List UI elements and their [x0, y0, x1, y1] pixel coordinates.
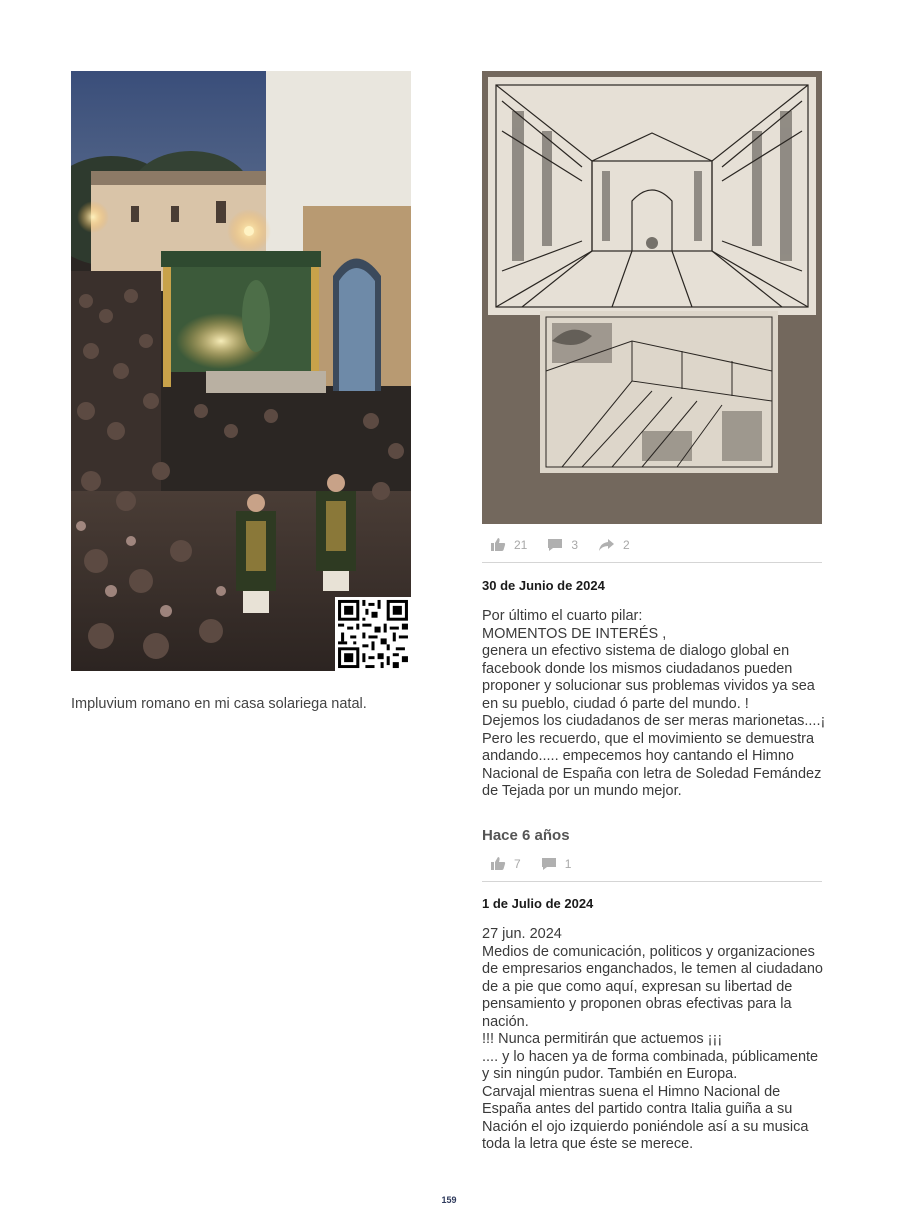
- procession-photo: [71, 71, 411, 671]
- image-caption: Impluvium romano en mi casa solariega natal.: [71, 696, 367, 712]
- post-date: 30 de Junio de 2024: [482, 578, 605, 593]
- divider: [482, 881, 822, 882]
- post-text: Por último el cuarto pilar: MOMENTOS DE INTERÉS , genera un efectivo sistema de dialogo global en facebook donde los mismos ciudadanos pueden proponer y solucionar sus problemas vividos ya sea en su pueblo, ciudad ó parte del mundo. ! Dejemos los ciudadanos de ser meras marionetas....¡ Pero les recuerdo, que el movimiento se demuestra andando..... empecemos hoy cantando el Himno Nacional de España con letra de Soledad Femández de Tejada por un mundo mejor.: [482, 608, 826, 799]
- comment-count: 1: [564, 856, 572, 871]
- like-group[interactable]: [490, 856, 521, 871]
- procession-illustration: [71, 71, 411, 671]
- comment-icon: [547, 538, 563, 552]
- divider: [482, 562, 822, 563]
- comment-icon: [541, 857, 557, 871]
- qr-code: [335, 597, 411, 671]
- like-count: 7: [514, 856, 521, 871]
- sketch-illustration: [482, 71, 822, 524]
- post-text: 27 jun. 2024 Medios de comunicación, politicos y organizaciones de empresarios enganchados, le temen al ciudadano de a pie que como aquí, expresan su libertad de pensamiento y proponen obras efectivas para la nación. !!! Nunca permitirán que actuemos ¡¡¡ .... y lo hacen ya de forma combinada, públicamente y sin ningún pudor. También en Europa. Carvajal mientras suena el Himno Nacional de España antes del partido contra Italia guiña a su Nación el ojo izquierdo poniéndole así a su musica toda la letra que éste se merece.: [482, 926, 823, 1152]
- comment-group[interactable]: [547, 538, 578, 552]
- page-number: 159: [441, 1195, 457, 1205]
- comment-count: 3: [571, 537, 579, 552]
- post-date: 1 de Julio de 2024: [482, 896, 594, 911]
- like-count: 21: [514, 537, 528, 552]
- thumbs-up-icon: [490, 856, 506, 871]
- post-1-reactions: [490, 537, 650, 552]
- comment-group[interactable]: [541, 857, 572, 871]
- share-group[interactable]: [598, 538, 630, 552]
- share-icon: [598, 538, 615, 552]
- sketch-photo: [482, 71, 822, 524]
- qr-code-icon: [335, 597, 411, 671]
- thumbs-up-icon: [490, 537, 506, 552]
- post-2-reactions: [490, 856, 591, 871]
- post-timestamp: Hace 6 años: [482, 827, 570, 844]
- share-count: 2: [623, 537, 630, 552]
- like-group[interactable]: [490, 537, 527, 552]
